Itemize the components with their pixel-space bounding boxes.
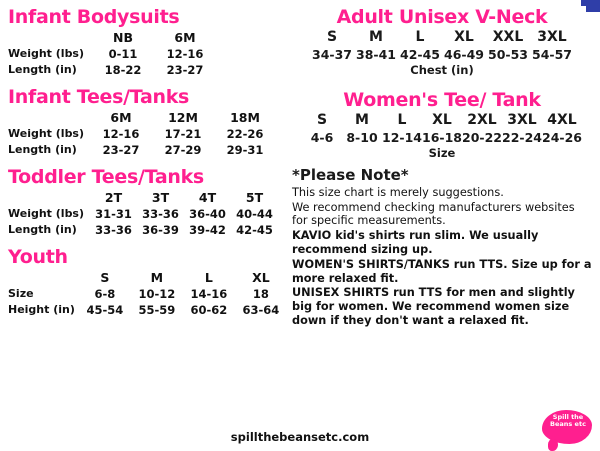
- note-body: [292, 186, 592, 328]
- cell-value: 42-45: [400, 46, 440, 62]
- measurement-row: [292, 47, 592, 62]
- size-header: 18M: [230, 109, 260, 125]
- size-header: XXL: [492, 28, 524, 45]
- size-header: XL: [454, 28, 474, 45]
- table-row: [8, 142, 276, 158]
- header-blank: [8, 29, 92, 46]
- chart-adult-unisex-vneck: [292, 29, 592, 77]
- size-header: S: [326, 28, 338, 45]
- cell-value: 36-40: [189, 206, 226, 221]
- section-title-infant-tees-tanks: Infant Tees/Tanks: [8, 85, 190, 108]
- header-blank: [8, 189, 90, 206]
- row-label: Length (in): [8, 143, 77, 157]
- row-label: Size: [8, 287, 34, 301]
- cell-value: 12-14: [382, 129, 422, 145]
- size-header: 3XL: [537, 28, 567, 45]
- cell-value: 23-27: [102, 142, 140, 157]
- cell-value: 39-42: [189, 222, 226, 237]
- table-infant-bodysuits: [8, 29, 216, 78]
- measurement-row: [292, 130, 592, 145]
- cell-value: 18: [252, 286, 269, 301]
- size-header: S: [100, 269, 110, 285]
- cell-value: 16-18: [422, 129, 462, 145]
- size-header: NB: [113, 29, 133, 45]
- size-header-row: [292, 29, 592, 45]
- section-title-adult-unisex-vneck: Adult Unisex V-Neck: [336, 6, 548, 28]
- cell-value: 20-22: [462, 129, 502, 145]
- size-header: 3XL: [507, 111, 537, 128]
- table-toddler-tees-tanks: [8, 189, 278, 238]
- table-header-row: [8, 29, 216, 46]
- cell-value: 10-12: [138, 286, 176, 301]
- table-row: [8, 286, 287, 302]
- cell-value: 24-26: [542, 129, 582, 145]
- table-row: [8, 62, 216, 78]
- table-row: [8, 222, 278, 238]
- header-blank: [8, 269, 79, 286]
- cell-value: 33-36: [142, 206, 179, 221]
- size-header: M: [369, 28, 383, 45]
- brand-logo: [538, 406, 596, 448]
- size-header: L: [415, 28, 425, 45]
- section-adult-unisex-vneck: [292, 8, 592, 77]
- size-header: 2T: [104, 189, 123, 205]
- row-label: Weight (lbs): [8, 207, 85, 221]
- cell-value: 45-54: [86, 302, 124, 317]
- row-label: Weight (lbs): [8, 47, 85, 61]
- cell-value: 29-31: [226, 142, 264, 157]
- size-header: 12M: [168, 109, 198, 125]
- section-title-infant-bodysuits: Infant Bodysuits: [8, 6, 180, 28]
- section-youth: [8, 245, 290, 318]
- cell-value: 14-16: [190, 286, 228, 301]
- section-title-toddler-tees-tanks: Toddler Tees/Tanks: [8, 165, 204, 188]
- cell-value: 42-45: [236, 222, 273, 237]
- cell-value: 33-36: [95, 222, 132, 237]
- table-row: [8, 302, 287, 318]
- size-header: L: [397, 111, 407, 128]
- logo-text: Spill the Beans etc: [550, 413, 586, 429]
- unit-label: Size: [428, 145, 456, 160]
- cell-value: 63-64: [242, 302, 280, 317]
- left-column: [8, 0, 290, 320]
- size-header: M: [355, 111, 369, 128]
- row-label: Weight (lbs): [8, 127, 85, 141]
- cell-value: 6-8: [94, 286, 116, 301]
- section-please-note: [292, 166, 592, 328]
- size-header: 3T: [151, 189, 170, 205]
- note-line: This size chart is merely suggestions.: [292, 185, 504, 199]
- size-header: S: [316, 111, 328, 128]
- note-line: UNISEX SHIRTS run TTS for men and slightly big for women. We recommend women size down if they don't want a relaxed fit.: [292, 286, 575, 327]
- size-header: 4T: [198, 189, 217, 205]
- table-row: [8, 46, 216, 62]
- size-header: 4XL: [547, 111, 577, 128]
- row-label: Height (in): [8, 303, 75, 317]
- note-line: We recommend checking manufacturers websites for specific measurements.: [292, 200, 575, 228]
- cell-value: 55-59: [138, 302, 176, 317]
- cell-value: 38-41: [356, 46, 396, 62]
- size-header: 5T: [245, 189, 264, 205]
- table-row: [8, 126, 276, 142]
- cell-value: 17-21: [164, 126, 202, 141]
- chart-womens-tee-tank: [292, 112, 592, 160]
- size-header: XL: [252, 269, 270, 285]
- row-label: Length (in): [8, 223, 77, 237]
- size-header: L: [204, 269, 213, 285]
- cell-value: 34-37: [312, 46, 352, 62]
- size-header: 6M: [110, 109, 132, 125]
- section-infant-tees-tanks: [8, 85, 290, 158]
- table-header-row: [8, 269, 287, 286]
- note-line: WOMEN'S SHIRTS/TANKS run TTS. Size up for a more relaxed fit.: [292, 257, 592, 285]
- section-womens-tee-tank: [292, 88, 592, 160]
- cell-value: 22-26: [226, 126, 264, 141]
- size-header: 6M: [174, 29, 196, 45]
- cell-value: 12-16: [166, 46, 204, 61]
- cell-value: 31-31: [95, 206, 132, 221]
- header-blank: [8, 109, 90, 126]
- size-header: XL: [432, 111, 452, 128]
- note-line: KAVIO kid's shirts run slim. We usually recommend sizing up.: [292, 229, 539, 256]
- size-header: M: [150, 269, 164, 285]
- cell-value: 22-24: [502, 129, 542, 145]
- cell-value: 18-22: [104, 62, 142, 77]
- table-row: [8, 206, 278, 222]
- cell-value: 60-62: [190, 302, 228, 317]
- cell-value: 23-27: [166, 62, 204, 77]
- table-header-row: [8, 109, 276, 126]
- table-header-row: [8, 189, 278, 206]
- cell-value: 12-16: [102, 126, 140, 141]
- cell-value: 40-44: [236, 206, 273, 221]
- section-title-youth: Youth: [8, 245, 68, 268]
- cell-value: 54-57: [532, 46, 572, 62]
- cell-value: 0-11: [108, 46, 138, 61]
- row-label: Length (in): [8, 63, 77, 77]
- size-header-row: [292, 112, 592, 128]
- right-column: [292, 0, 592, 330]
- note-title: *Please Note*: [292, 165, 409, 184]
- cell-value: 50-53: [488, 46, 528, 62]
- cell-value: 4-6: [310, 129, 334, 145]
- website-footer: spillthebeansetc.com: [230, 430, 370, 444]
- cell-value: 27-29: [164, 142, 202, 157]
- unit-label: Chest (in): [410, 62, 474, 77]
- cell-value: 8-10: [346, 129, 378, 145]
- cell-value: 46-49: [444, 46, 484, 62]
- section-infant-bodysuits: [8, 8, 290, 78]
- cell-value: 36-39: [142, 222, 179, 237]
- table-infant-tees-tanks: [8, 109, 276, 158]
- section-title-womens-tee-tank: Women's Tee/ Tank: [343, 88, 541, 111]
- table-youth: [8, 269, 287, 318]
- section-toddler-tees-tanks: [8, 165, 290, 238]
- size-header: 2XL: [467, 111, 497, 128]
